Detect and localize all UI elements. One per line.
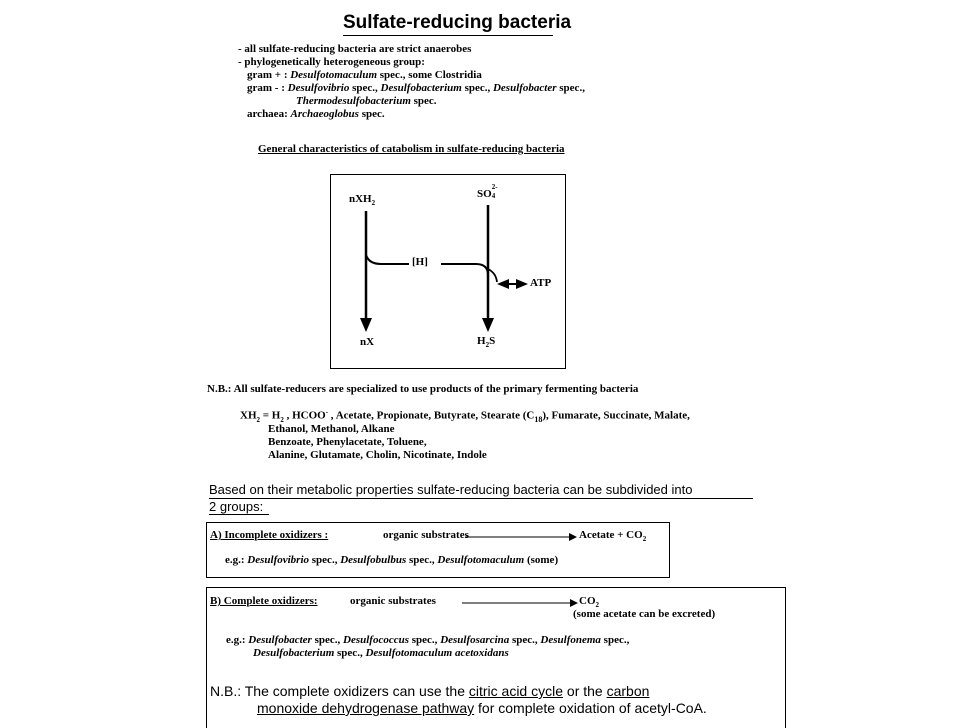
intro-archaea: [247, 108, 385, 120]
text-spec: spec.: [410, 95, 437, 107]
intro-line-anaerobes: - all sulfate-reducing bacteria are strict anaerobes: [238, 43, 472, 55]
catabolism-diagram: [330, 174, 566, 369]
hcoo-superscript: -: [325, 408, 329, 416]
genus-desulfobacter: Desulfobacter: [492, 82, 557, 94]
sulfate-label: [477, 183, 500, 200]
intro-gram-negative-cont: [296, 95, 437, 107]
text-some: (some): [524, 554, 559, 566]
h2s-label: [477, 335, 495, 349]
group-a-label: A) Incomplete oxidizers :: [210, 529, 329, 541]
genus-desulfosarcina: Desulfosarcina: [440, 634, 510, 646]
nb2-mid: or the: [563, 683, 607, 699]
text-spec: spec.,: [461, 82, 493, 94]
groups-heading-underline: [209, 498, 753, 499]
text-spec: spec.,: [556, 82, 585, 94]
eg-prefix: e.g.:: [225, 554, 248, 566]
group-a-product: [579, 529, 646, 543]
text-spec: spec.,: [311, 634, 344, 646]
co-dehydrogenase-pathway-text: monoxide dehydrogenase pathway: [257, 700, 475, 716]
genus-archaeoglobus: Archaeoglobus: [290, 108, 359, 120]
genus-desulfococcus: Desulfococcus: [343, 634, 410, 646]
h2s-subscript: 2: [485, 341, 490, 350]
group-a-substrates: organic substrates: [383, 529, 469, 541]
group-a-arrow: [465, 532, 577, 542]
group-a-box: [206, 522, 670, 578]
group-b-label: B) Complete oxidizers:: [210, 595, 318, 607]
xh-text: XH: [240, 409, 257, 422]
nb-complete-oxidizers-line-2: [257, 700, 707, 716]
text-spec: spec.,: [600, 634, 630, 646]
c18-subscript: 18: [534, 414, 543, 424]
reducing-equivalents-label: [H]: [412, 256, 428, 268]
h2s-s: S: [489, 335, 496, 347]
group-b-box: [206, 587, 786, 728]
acetate-co2-text: Acetate + CO: [579, 529, 643, 541]
text-spec: spec.,: [406, 554, 438, 566]
title-underline: [343, 35, 553, 36]
so4-subscript: 4: [491, 192, 496, 200]
archaea-label: archaea:: [247, 108, 291, 120]
group-b-examples-1: [226, 634, 629, 646]
gram-pos-rest: spec., some Clostridia: [377, 69, 482, 81]
intro-gram-negative: [247, 82, 585, 94]
genus-desulfotomaculum: Desulfotomaculum: [290, 69, 378, 81]
carbon-text: carbon: [606, 683, 650, 699]
genus-desulfobacterium: Desulfobacterium: [380, 82, 462, 94]
genus-desulfovibrio: Desulfovibrio: [287, 82, 350, 94]
gram-neg-label: gram - :: [247, 82, 288, 94]
genus-desulfotomaculum: Desulfotomaculum: [437, 554, 525, 566]
groups-heading-line-1: Based on their metabolic properties sulfate-reducing bacteria can be subdivided into: [209, 482, 693, 497]
genus-desulfobacter: Desulfobacter: [248, 634, 312, 646]
substrates-text-b: ), Fumarate, Succinate, Malate,: [542, 409, 690, 422]
nb2-prefix: N.B.: The complete oxidizers can use the: [210, 683, 469, 699]
species-desulfotomaculum-acetoxidans: Desulfotomaculum acetoxidans: [365, 647, 509, 659]
substrates-line-4: Alanine, Glutamate, Cholin, Nicotinate, Indole: [268, 449, 487, 461]
groups-heading-line-2: 2 groups:: [209, 499, 264, 514]
atp-label: ATP: [530, 277, 552, 289]
gram-pos-label: gram + :: [247, 69, 291, 81]
catabolism-heading: General characteristics of catabolism in sulfate-reducing bacteria: [258, 143, 565, 155]
group-b-note: (some acetate can be excreted): [573, 608, 716, 620]
text-spec: spec.,: [409, 634, 441, 646]
citric-acid-cycle-text: citric acid cycle: [468, 683, 564, 699]
text-spec: spec.: [358, 108, 385, 120]
group-b-arrow: [462, 598, 578, 608]
genus-desulfovibrio: Desulfovibrio: [247, 554, 310, 566]
substrates-text-a: , Acetate, Propionate, Butyrate, Stearate (C: [328, 409, 535, 422]
h-subscript: 2: [280, 415, 284, 424]
nb-fermenting-products: N.B.: All sulfate-reducers are specialized to use products of the primary fermenting bacteria: [207, 383, 639, 395]
hcoo-text: , HCOO: [283, 409, 326, 422]
intro-line-heterogeneous: - phylogenetically heterogeneous group:: [238, 56, 425, 68]
substrates-line-2: Ethanol, Methanol, Alkane: [268, 423, 395, 435]
eq-text: = H: [260, 409, 281, 422]
nxh2-label: [349, 193, 375, 207]
co2-subscript: 2: [595, 601, 599, 610]
co2-subscript: 2: [642, 535, 647, 544]
groups-heading-underline-2: [209, 514, 269, 515]
h2s-h: H: [477, 335, 486, 347]
genus-desulfonema: Desulfonema: [540, 634, 601, 646]
eg-prefix: e.g.:: [226, 634, 249, 646]
nxh-text: nXH: [349, 193, 372, 205]
page-title: Sulfate-reducing bacteria: [343, 12, 572, 33]
genus-desulfobulbus: Desulfobulbus: [340, 554, 407, 566]
text-spec: spec.,: [334, 647, 366, 659]
xh-subscript: 2: [256, 415, 260, 424]
group-a-examples: [225, 554, 558, 566]
substrates-line-1: [240, 408, 690, 424]
intro-gram-positive: [247, 69, 482, 81]
text-spec: spec.,: [349, 82, 381, 94]
so4-superscript: 2-: [491, 183, 498, 191]
nb-complete-oxidizers-line-1: [210, 683, 649, 699]
co2-text: CO: [579, 595, 596, 607]
group-b-examples-2: [253, 647, 509, 659]
nxh-subscript: 2: [371, 199, 376, 208]
nb2-suffix: for complete oxidation of acetyl-CoA.: [474, 700, 707, 716]
text-spec: spec.,: [509, 634, 541, 646]
group-b-substrates: organic substrates: [350, 595, 436, 607]
genus-desulfobacterium: Desulfobacterium: [253, 647, 335, 659]
substrates-line-3: Benzoate, Phenylacetate, Toluene,: [268, 436, 427, 448]
so4-text: SO: [477, 188, 492, 200]
text-spec: spec.,: [309, 554, 341, 566]
genus-thermodesulfobacterium: Thermodesulfobacterium: [296, 95, 411, 107]
nx-label: nX: [360, 336, 375, 348]
